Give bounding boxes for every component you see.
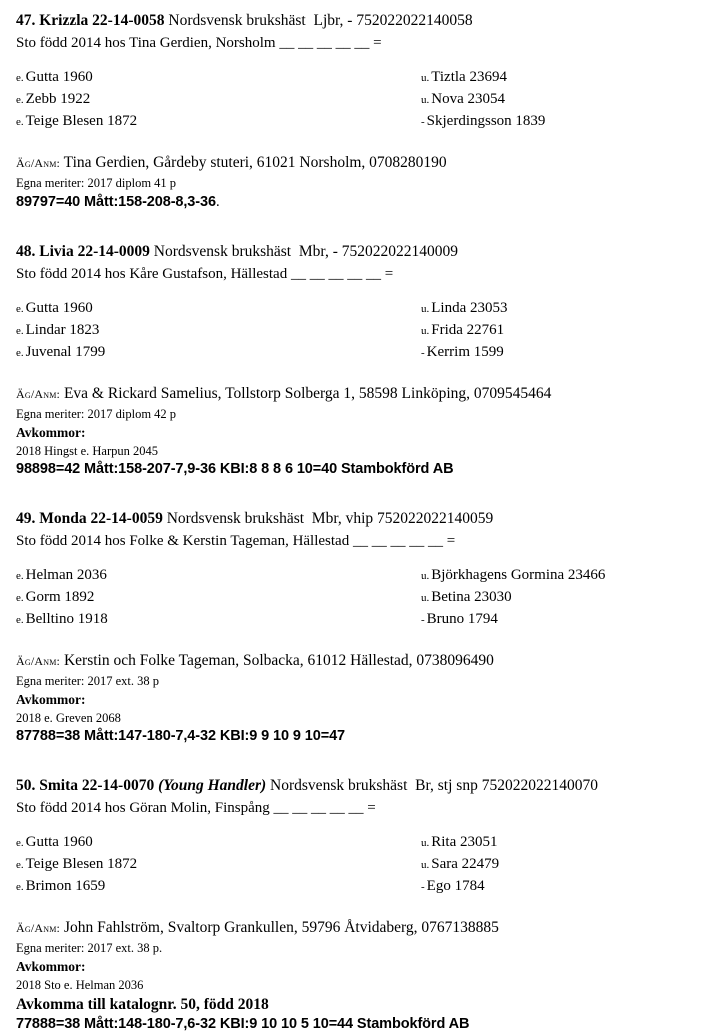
sire-cell [16,342,421,364]
owner-label: Äg/Anm: [16,921,61,935]
pedigree-row [16,565,697,587]
dam-prefix: u. [421,303,430,315]
owner-text: John Fahlström, Svaltorp Grankullen, 59796 Åtvidaberg, 0767138885 [60,919,499,936]
sire-name: Gutta 1960 [25,834,93,850]
owner-text: Tina Gerdien, Gårdeby stuteri, 61021 Norsholm, 0708280190 [60,154,447,171]
sire-cell [16,587,421,609]
pedigree-row [16,342,697,364]
sire-cell [16,111,421,133]
dam-prefix: u. [421,592,430,604]
sire-name: Brimon 1659 [25,878,106,894]
sire-cell [16,609,421,631]
owner-text: Kerstin och Folke Tageman, Solbacka, 61012 Hällestad, 0738096490 [60,652,494,669]
sire-prefix: e. [16,570,24,582]
dam-name: Bruno 1794 [426,611,498,627]
sire-prefix: e. [16,325,24,337]
sire-name: Teige Blesen 1872 [25,113,138,129]
entry-birth-line: Sto född 2014 hos Kåre Gustafson, Hällestad __ __ __ __ __ = [16,266,394,282]
offspring-line: 2018 Hingst e. Harpun 2045 [16,444,158,458]
sire-cell [16,876,421,898]
entry-birth-line: Sto född 2014 hos Göran Molin, Finspång __ __ __ __ __ = [16,800,376,816]
sire-cell [16,320,421,342]
merits-line: Egna meriter: 2017 diplom 41 p [16,176,177,190]
sire-cell [16,854,421,876]
sire-prefix: e. [16,116,24,128]
entry-number-name: 48. Livia 22-14-0009 [16,243,150,260]
dam-cell [421,320,697,342]
dam-prefix: - [421,347,425,359]
catalog-entry-49 [16,507,697,746]
owner-line [16,650,697,672]
sire-name: Helman 2036 [25,567,107,583]
entry-number-name: 47. Krizzla 22-14-0058 [16,12,165,29]
entry-title-rest: Nordsvensk brukshäst Br, stj snp 752022022140070 [266,777,598,794]
entry-title [16,507,697,530]
sire-name: Belltino 1918 [25,611,108,627]
pedigree-table [16,565,697,631]
sire-prefix: e. [16,881,24,893]
dam-name: Kerrim 1599 [426,344,504,360]
pedigree-row [16,609,697,631]
catalog-entry-50 [16,774,697,1034]
entry-birth-line: Sto född 2014 hos Tina Gerdien, Norsholm __ __ __ __ __ = [16,35,382,51]
measurement-line [16,193,697,212]
dam-prefix: - [421,881,425,893]
dam-name: Frida 22761 [431,322,505,338]
catalog-entry-48 [16,240,697,479]
dam-cell [421,111,697,133]
pedigree-row [16,298,697,320]
dam-cell [421,89,697,111]
dam-name: Linda 23053 [431,300,508,316]
offspring-catalog-ref-line: Avkomma till katalognr. 50, född 2018 [16,996,269,1013]
merits-line: Egna meriter: 2017 ext. 38 p. [16,941,163,955]
sire-prefix: e. [16,72,24,84]
entry-title-rest: Nordsvensk brukshäst Mbr, vhip 752022022140059 [162,510,494,527]
sire-cell [16,298,421,320]
offspring-label: Avkommor: [16,692,86,707]
owner-label: Äg/Anm: [16,654,61,668]
catalog-entry-47 [16,9,697,212]
dam-prefix: - [421,116,425,128]
sire-name: Lindar 1823 [25,322,100,338]
measurement-suffix: . [215,194,220,210]
sire-prefix: e. [16,592,24,604]
owner-label: Äg/Anm: [16,387,61,401]
dam-name: Rita 23051 [431,834,498,850]
entry-number-name: 49. Monda 22-14-0059 [16,510,163,527]
dam-name: Sara 22479 [431,856,500,872]
offspring-line: 2018 Sto e. Helman 2036 [16,978,144,992]
sire-cell [16,832,421,854]
offspring-label: Avkommor: [16,959,86,974]
pedigree-row [16,832,697,854]
pedigree-row [16,67,697,89]
offspring-label: Avkommor: [16,425,86,440]
owner-label: Äg/Anm: [16,156,61,170]
entry-title-rest: Nordsvensk brukshäst Mbr, - 752022022140009 [149,243,458,260]
sire-prefix: e. [16,614,24,626]
dam-cell [421,876,697,898]
owner-line [16,383,697,405]
dam-cell [421,565,697,587]
sire-prefix: e. [16,859,24,871]
offspring-line: 2018 e. Greven 2068 [16,711,121,725]
sire-name: Teige Blesen 1872 [25,856,138,872]
pedigree-row [16,89,697,111]
dam-prefix: - [421,614,425,626]
sire-name: Gorm 1892 [25,589,95,605]
dam-name: Betina 23030 [431,589,512,605]
measurement-line: 77888=38 Mått:148-180-7,6-32 KBI:9 10 10 5 10=44 Stambokförd AB [16,1016,470,1032]
merits-line: Egna meriter: 2017 ext. 38 p [16,674,160,688]
owner-line [16,917,697,939]
sire-prefix: e. [16,94,24,106]
dam-prefix: u. [421,859,430,871]
pedigree-row [16,876,697,898]
entry-title [16,240,697,263]
dam-prefix: u. [421,72,430,84]
dam-name: Nova 23054 [431,91,505,107]
dam-cell [421,298,697,320]
sire-name: Gutta 1960 [25,69,93,85]
dam-name: Björkhagens Gormina 23466 [431,567,606,583]
pedigree-table [16,298,697,364]
dam-name: Skjerdingsson 1839 [426,113,546,129]
dam-prefix: u. [421,570,430,582]
dam-cell [421,67,697,89]
pedigree-row [16,587,697,609]
entry-note: (Young Handler) [154,777,267,794]
entry-title [16,774,697,797]
sire-name: Juvenal 1799 [25,344,106,360]
sire-cell [16,565,421,587]
entry-birth-line: Sto född 2014 hos Folke & Kerstin Tageman, Hällestad __ __ __ __ __ = [16,533,456,549]
entry-number-name: 50. Smita 22-14-0070 [16,777,155,794]
dam-cell [421,342,697,364]
dam-name: Tiztla 23694 [431,69,507,85]
merits-line: Egna meriter: 2017 diplom 42 p [16,407,177,421]
dam-prefix: u. [421,837,430,849]
pedigree-row [16,854,697,876]
owner-line [16,152,697,174]
sire-cell [16,67,421,89]
sire-name: Zebb 1922 [25,91,91,107]
sire-prefix: e. [16,837,24,849]
entry-title [16,9,697,32]
sire-prefix: e. [16,303,24,315]
dam-prefix: u. [421,325,430,337]
dam-cell [421,832,697,854]
sire-name: Gutta 1960 [25,300,93,316]
pedigree-row [16,320,697,342]
measurement-line: 98898=42 Mått:158-207-7,9-36 KBI:8 8 8 6 10=40 Stambokförd AB [16,461,454,477]
dam-prefix: u. [421,94,430,106]
pedigree-table [16,832,697,898]
entry-title-rest: Nordsvensk brukshäst Ljbr, - 752022022140058 [164,12,473,29]
pedigree-row [16,111,697,133]
dam-cell [421,854,697,876]
measurement-text: 89797=40 Mått:158-208-8,3-36 [16,194,216,210]
sire-prefix: e. [16,347,24,359]
measurement-line: 87788=38 Mått:147-180-7,4-32 KBI:9 9 10 9 10=47 [16,728,346,744]
pedigree-table [16,67,697,133]
dam-name: Ego 1784 [426,878,485,894]
dam-cell [421,609,697,631]
owner-text: Eva & Rickard Samelius, Tollstorp Solberga 1, 58598 Linköping, 0709545464 [60,385,552,402]
sire-cell [16,89,421,111]
dam-cell [421,587,697,609]
